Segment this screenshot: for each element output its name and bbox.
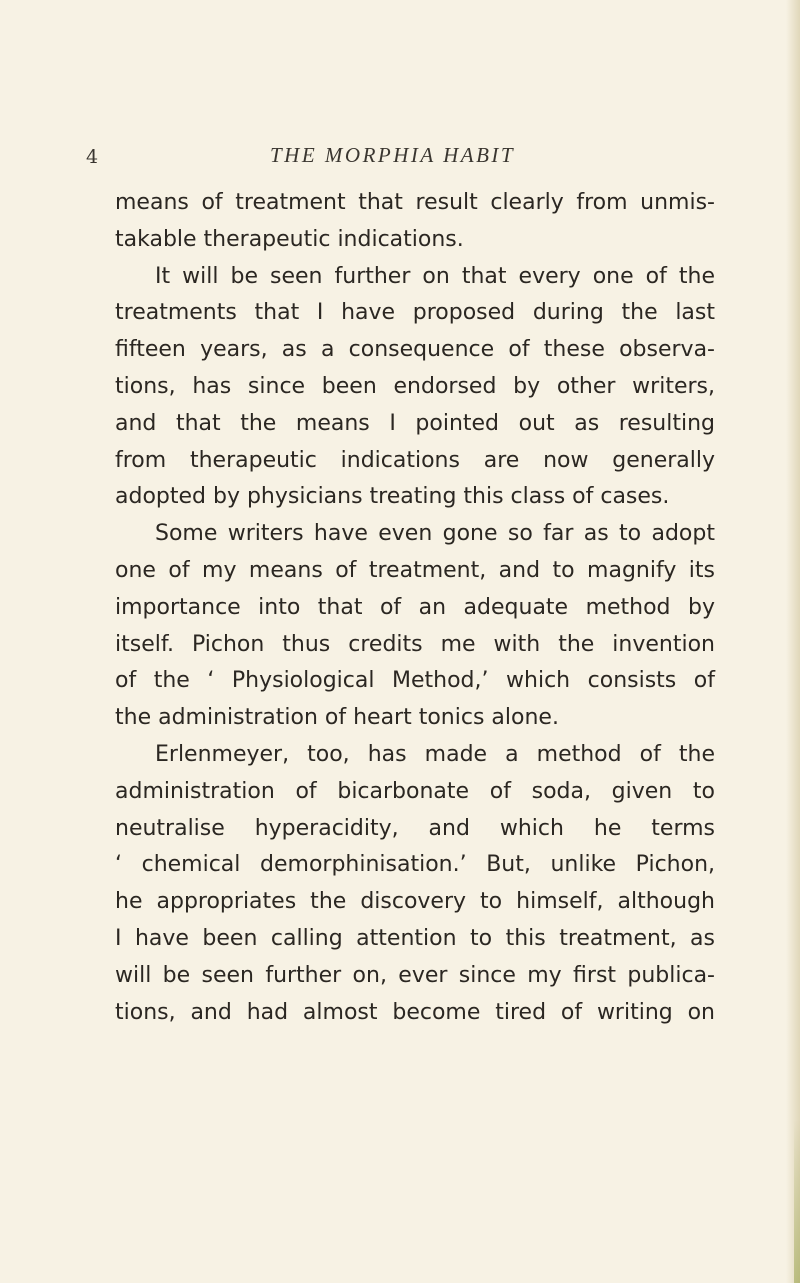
text-line: neutralise hyperacidity, and which he terms	[115, 815, 715, 841]
text-line: I have been calling attention to this treatment, as	[115, 925, 715, 951]
text-line: Some writers have even gone so far as to adopt	[155, 521, 715, 547]
body-text	[115, 185, 715, 1031]
text-line: adopted by physicians treating this class of cases.	[115, 484, 670, 510]
text-line: tions, has since been endorsed by other writers,	[115, 373, 715, 399]
running-title: THE MORPHIA HABIT	[270, 143, 516, 167]
text-line: means of treatment that result clearly from unmis-	[115, 190, 715, 215]
text-line: he appropriates the discovery to himself, although	[115, 889, 715, 915]
text-line: tions, and had almost become tired of writing on	[115, 999, 715, 1025]
text-line: ‘ chemical demorphinisation.’ But, unlike Pichon,	[115, 852, 715, 878]
text-line: importance into that of an adequate method by	[115, 594, 715, 620]
page-header	[0, 143, 800, 176]
page-edge-shadow	[786, 0, 800, 1283]
text-line: and that the means I pointed out as resulting	[115, 410, 715, 436]
text-line: the administration of heart tonics alone.	[115, 705, 559, 731]
page-number: 4	[86, 146, 99, 168]
text-line: itself. Pichon thus credits me with the invention	[115, 631, 715, 657]
text-line: administration of bicarbonate of soda, given to	[115, 778, 715, 804]
text-line: will be seen further on, ever since my first publica-	[115, 962, 715, 988]
text-line: of the ‘ Physiological Method,’ which consists of	[115, 668, 715, 694]
text-line: takable therapeutic indications.	[115, 226, 464, 252]
text-line: It will be seen further on that every one of the	[155, 263, 715, 289]
text-line: from therapeutic indications are now generally	[115, 447, 715, 473]
page-edge-stain	[794, 1120, 800, 1283]
text-line: Erlenmeyer, too, has made a method of the	[155, 741, 715, 767]
text-line: fifteen years, as a consequence of these observa-	[115, 337, 715, 363]
text-line: one of my means of treatment, and to magnify its	[115, 557, 715, 583]
text-line: treatments that I have proposed during the last	[115, 300, 715, 326]
